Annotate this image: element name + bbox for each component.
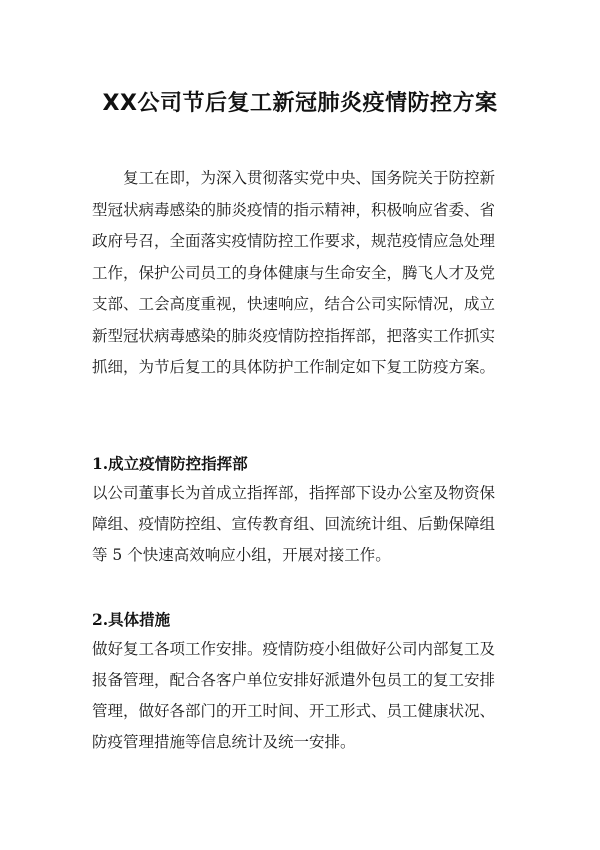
section-1-body (92, 478, 522, 571)
intro-line: 抓细，为节后复工的具体防护工作制定如下复工防疫方案。 (92, 358, 496, 376)
section-1-line: 等 5 个快速高效响应小组，开展对接工作。 (92, 546, 391, 564)
intro-paragraph (92, 163, 512, 384)
intro-line: 新型冠状病毒感染的肺炎疫情防控指挥部，把落实工作抓实 (92, 326, 496, 345)
intro-line: 复工在即，为深入贯彻落实党中央、国务院关于防控新 (92, 169, 496, 187)
section-2-body (92, 634, 522, 758)
section-2-line: 管理，做好各部门的开工时间、开工形式、员工健康状况、 (92, 702, 496, 720)
section-1-line: 障组、疫情防控组、宣传教育组、回流统计组、后勤保障组 (92, 515, 496, 533)
intro-line: 政府号召，全面落实疫情防控工作要求，规范疫情应急处理 (92, 232, 496, 250)
intro-line: 型冠状病毒感染的肺炎疫情的指示精神，积极响应省委、省 (92, 200, 496, 219)
section-2-line: 报备管理，配合各客户单位安排好派遣外包员工的复工安排 (92, 671, 496, 689)
intro-line: 工作，保护公司员工的身体健康与生命安全，腾飞人才及党 (92, 263, 496, 282)
section-1-heading: 1.成立疫情防控指挥部 (92, 454, 248, 473)
section-2-line: 做好复工各项工作安排。疫情防疫小组做好公司内部复工及 (92, 640, 496, 658)
section-1-line: 以公司董事长为首成立指挥部，指挥部下设办公室及物资保 (92, 484, 496, 502)
intro-line: 支部、工会高度重视，快速响应，结合公司实际情况，成立 (92, 295, 496, 313)
document-title: XX公司节后复工新冠肺炎疫情防控方案 (102, 91, 498, 116)
section-2-line: 防疫管理措施等信息统计及统一安排。 (92, 733, 356, 751)
section-2-heading: 2.具体措施 (92, 610, 171, 629)
